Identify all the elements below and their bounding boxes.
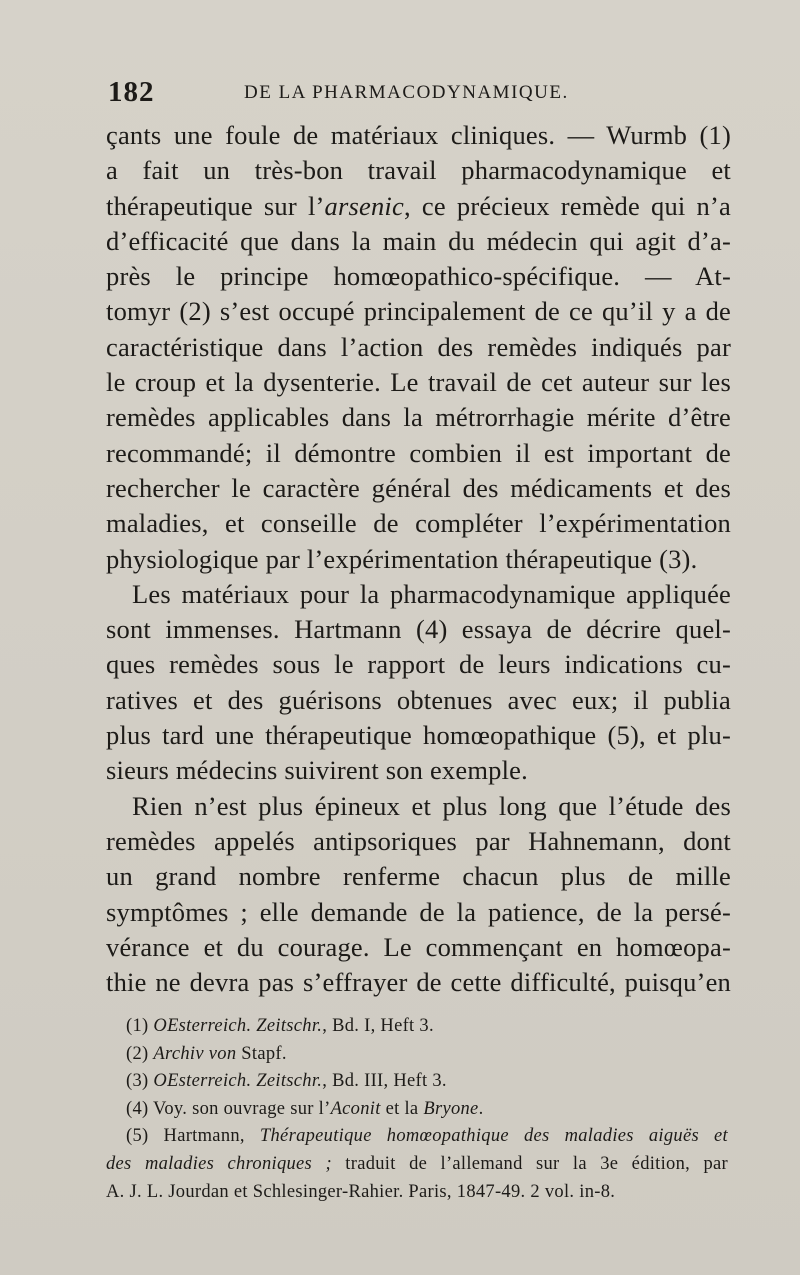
text-line: thérapeutique sur l’arsenic, ce précieux remède qui n’a [106,190,731,221]
page-number: 182 [108,76,155,108]
footnote-2: (2) Archiv von Stapf. [126,1043,287,1064]
text-line: recommandé; il démontre combien il est important de [106,437,731,468]
text-line: sont immenses. Hartmann (4) essaya de décrire quel- [106,614,731,645]
text-line: rechercher le caractère général des médicaments et des [106,472,731,503]
footnote-1: (1) OEsterreich. Zeitschr., Bd. I, Heft 3. [126,1016,434,1036]
footnote-5-continued: A. J. L. Jourdan et Schlesinger-Rahier. Paris, 1847-49. 2 vol. in-8. [106,1181,616,1202]
text-line: remèdes applicables dans la métrorrhagie mérite d’être [106,402,731,433]
footnote-3: (3) OEsterreich. Zeitschr., Bd. III, Heft 3. [126,1071,447,1092]
body-text [106,118,731,1000]
text-line: près le principe homœopathico-spécifique. — At- [106,261,731,292]
text-line: le croup et la dysenterie. Le travail de cet auteur sur les [106,367,731,398]
text-line: thie ne devra pas s’effrayer de cette difficulté, puisqu’en [106,967,731,998]
text-line: vérance et du courage. Le commençant en homœopa- [106,931,731,962]
text-line: physiologique par l’expérimentation thérapeutique (3). [106,543,698,574]
text-line: Rien n’est plus épineux et plus long que l’étude des [132,790,731,821]
text-line: remèdes appelés antipsoriques par Hahnemann, dont [106,825,731,856]
text-line: a fait un très-bon travail pharmacodynamique et [106,155,731,186]
text-line: ratives et des guérisons obtenues avec eux; il publia [106,684,731,715]
text-line: sieurs médecins suivirent son exemple. [106,755,528,786]
page-header [108,76,698,116]
footnote-4: (4) Voy. son ouvrage sur l’Aconit et la Bryone. [126,1098,484,1119]
text-line: Les matériaux pour la pharmacodynamique appliquée [132,578,731,609]
text-line: çants une foule de matériaux cliniques. — Wurmb (1) [106,120,731,150]
text-line: plus tard une thérapeutique homœopathique (5), et plu- [106,720,731,751]
text-line: maladies, et conseille de compléter l’expérimentation [106,508,731,539]
text-line: d’efficacité que dans la main du médecin qui agit d’a- [106,225,731,256]
text-line: tomyr (2) s’est occupé principalement de ce qu’il y a de [106,296,731,327]
running-title: DE LA PHARMACODYNAMIQUE. [244,82,569,103]
footnote-5: (5) Hartmann, Thérapeutique homœopathique des maladies aiguës et [126,1126,728,1147]
emphasis-arsenic: arsenic [324,190,404,221]
text-line: un grand nombre renferme chacun plus de mille [106,861,731,892]
footnotes [106,1013,728,1206]
footnote-5-continued: des maladies chroniques ; traduit de l’allemand sur la 3e édition, par [106,1153,728,1174]
text-line: caractéristique dans l’action des remèdes indiqués par [106,331,731,362]
text-line: symptômes ; elle demande de la patience, de la persé- [106,896,731,927]
text-line: ques remèdes sous le rapport de leurs indications cu- [106,649,731,680]
